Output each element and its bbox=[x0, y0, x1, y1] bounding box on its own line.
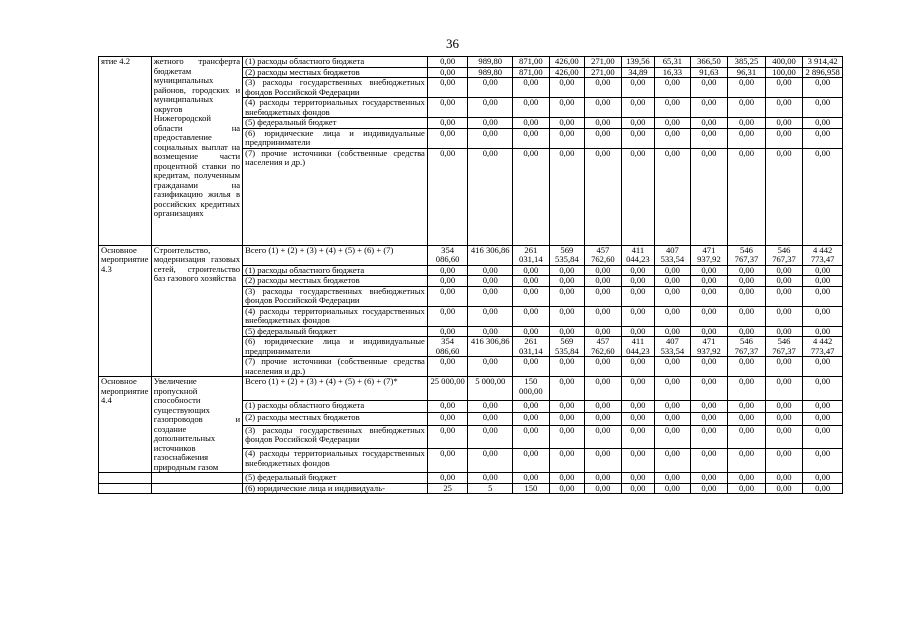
value-cell: 0,00 bbox=[728, 326, 766, 337]
value-cell: 0,00 bbox=[621, 357, 654, 377]
value-cell: 0,00 bbox=[803, 128, 843, 148]
value-cell: 0,00 bbox=[549, 357, 585, 377]
value-cell: 0,00 bbox=[728, 276, 766, 287]
value-cell: 0,00 bbox=[803, 425, 843, 449]
value-cell: 261 031,14 bbox=[513, 337, 550, 357]
value-cell: 139,56 bbox=[621, 57, 654, 68]
value-cell: 0,00 bbox=[655, 473, 691, 484]
funding-source: (2) расходы местных бюджетов bbox=[243, 276, 428, 287]
value-cell: 0,00 bbox=[655, 483, 691, 494]
value-cell: 0,00 bbox=[803, 449, 843, 473]
value-cell: 0,00 bbox=[468, 78, 513, 98]
value-cell: 0,00 bbox=[585, 306, 622, 326]
value-cell: 0,00 bbox=[468, 98, 513, 118]
value-cell: 546 767,37 bbox=[728, 337, 766, 357]
value-cell: 0,00 bbox=[468, 265, 513, 276]
value-cell: 0,00 bbox=[621, 413, 654, 425]
funding-source: (5) федеральный бюджет bbox=[243, 473, 428, 484]
value-cell: 0,00 bbox=[655, 276, 691, 287]
value-cell: 0,00 bbox=[655, 425, 691, 449]
value-cell: 0,00 bbox=[728, 357, 766, 377]
value-cell: 0,00 bbox=[803, 326, 843, 337]
value-cell: 0,00 bbox=[803, 306, 843, 326]
value-cell: 0,00 bbox=[427, 413, 468, 425]
value-cell: 0,00 bbox=[690, 286, 728, 306]
value-cell: 546 767,37 bbox=[765, 337, 803, 357]
value-cell: 0,00 bbox=[728, 78, 766, 98]
value-cell: 0,00 bbox=[549, 473, 585, 484]
value-cell: 0,00 bbox=[621, 377, 654, 401]
value-cell: 0,00 bbox=[655, 377, 691, 401]
value-cell: 0,00 bbox=[549, 400, 585, 412]
funding-source: (5) федеральный бюджет bbox=[243, 118, 428, 129]
value-cell: 0,00 bbox=[621, 128, 654, 148]
value-cell: 3 914,42 bbox=[803, 57, 843, 68]
value-cell: 0,00 bbox=[655, 118, 691, 129]
funding-source: Всего (1) + (2) + (3) + (4) + (5) + (6) + (7)* bbox=[243, 377, 428, 401]
funding-source: (3) расходы государственных внебюджетных фондов Российской Федерации bbox=[243, 425, 428, 449]
value-cell: 0,00 bbox=[585, 483, 622, 494]
value-cell: 0,00 bbox=[655, 286, 691, 306]
value-cell: 0,00 bbox=[765, 98, 803, 118]
table-row bbox=[99, 377, 843, 401]
value-cell: 989,80 bbox=[468, 67, 513, 78]
value-cell: 0,00 bbox=[549, 265, 585, 276]
value-cell: 0,00 bbox=[513, 400, 550, 412]
value-cell: 0,00 bbox=[621, 118, 654, 129]
value-cell: 0,00 bbox=[468, 473, 513, 484]
measure-code: Основное мероприятие 4.3 bbox=[99, 245, 152, 377]
value-cell: 0,00 bbox=[468, 425, 513, 449]
value-cell: 0,00 bbox=[803, 118, 843, 129]
measure-name: жетного трансферта бюджетам муниципальных районов, городских и муниципальных округов Нижегородской области на предоставление социальных выплат на возмещение части процентной ставки по кредитам, полученным гражданами на газификацию жилья в российских кредитных организациях bbox=[151, 57, 242, 246]
value-cell: 0,00 bbox=[513, 326, 550, 337]
value-cell: 0,00 bbox=[513, 413, 550, 425]
measure-name-empty bbox=[151, 483, 242, 494]
value-cell: 0,00 bbox=[549, 78, 585, 98]
value-cell: 569 535,84 bbox=[549, 245, 585, 265]
value-cell: 0,00 bbox=[690, 306, 728, 326]
value-cell: 426,00 bbox=[549, 67, 585, 78]
value-cell: 0,00 bbox=[803, 357, 843, 377]
value-cell: 0,00 bbox=[803, 148, 843, 245]
table-row bbox=[99, 483, 843, 494]
value-cell: 0,00 bbox=[427, 473, 468, 484]
value-cell: 0,00 bbox=[728, 98, 766, 118]
value-cell: 0,00 bbox=[803, 276, 843, 287]
value-cell: 0,00 bbox=[427, 128, 468, 148]
value-cell: 0,00 bbox=[468, 276, 513, 287]
value-cell: 354 086,60 bbox=[427, 245, 468, 265]
value-cell: 0,00 bbox=[803, 483, 843, 494]
value-cell: 0,00 bbox=[468, 306, 513, 326]
value-cell: 0,00 bbox=[728, 128, 766, 148]
value-cell: 0,00 bbox=[513, 265, 550, 276]
value-cell: 0,00 bbox=[690, 473, 728, 484]
value-cell: 471 937,92 bbox=[690, 245, 728, 265]
funding-source: (3) расходы государственных внебюджетных фондов Российской Федерации bbox=[243, 286, 428, 306]
value-cell: 416 306,86 bbox=[468, 337, 513, 357]
value-cell: 457 762,60 bbox=[585, 337, 622, 357]
value-cell: 0,00 bbox=[655, 78, 691, 98]
value-cell: 569 535,84 bbox=[549, 337, 585, 357]
value-cell: 150 bbox=[513, 483, 550, 494]
value-cell: 34,89 bbox=[621, 67, 654, 78]
value-cell: 0,00 bbox=[765, 449, 803, 473]
value-cell: 271,00 bbox=[585, 67, 622, 78]
value-cell: 0,00 bbox=[690, 377, 728, 401]
value-cell: 0,00 bbox=[765, 473, 803, 484]
value-cell: 0,00 bbox=[468, 357, 513, 377]
value-cell: 0,00 bbox=[655, 400, 691, 412]
value-cell: 0,00 bbox=[803, 265, 843, 276]
value-cell: 0,00 bbox=[765, 357, 803, 377]
value-cell: 871,00 bbox=[513, 67, 550, 78]
value-cell: 0,00 bbox=[765, 276, 803, 287]
value-cell: 0,00 bbox=[427, 148, 468, 245]
value-cell: 0,00 bbox=[765, 483, 803, 494]
measure-name: Строительство, модернизация газовых сетей, строительство баз газового хозяйства bbox=[151, 245, 242, 377]
value-cell: 0,00 bbox=[585, 413, 622, 425]
value-cell: 0,00 bbox=[655, 128, 691, 148]
value-cell: 0,00 bbox=[585, 98, 622, 118]
value-cell: 0,00 bbox=[549, 425, 585, 449]
value-cell: 989,80 bbox=[468, 57, 513, 68]
value-cell: 0,00 bbox=[621, 473, 654, 484]
value-cell: 16,33 bbox=[655, 67, 691, 78]
value-cell: 0,00 bbox=[427, 276, 468, 287]
value-cell: 546 767,37 bbox=[765, 245, 803, 265]
value-cell: 0,00 bbox=[690, 413, 728, 425]
value-cell: 91,63 bbox=[690, 67, 728, 78]
value-cell: 416 306,86 bbox=[468, 245, 513, 265]
value-cell: 0,00 bbox=[690, 78, 728, 98]
value-cell: 150 000,00 bbox=[513, 377, 550, 401]
value-cell: 0,00 bbox=[585, 357, 622, 377]
value-cell: 0,00 bbox=[427, 306, 468, 326]
value-cell: 0,00 bbox=[690, 425, 728, 449]
value-cell: 0,00 bbox=[803, 286, 843, 306]
value-cell: 385,25 bbox=[728, 57, 766, 68]
value-cell: 0,00 bbox=[549, 377, 585, 401]
value-cell: 4 442 773,47 bbox=[803, 245, 843, 265]
value-cell: 0,00 bbox=[468, 449, 513, 473]
value-cell: 4 442 773,47 bbox=[803, 337, 843, 357]
value-cell: 0,00 bbox=[655, 148, 691, 245]
value-cell: 0,00 bbox=[427, 400, 468, 412]
value-cell: 0,00 bbox=[427, 57, 468, 68]
value-cell: 0,00 bbox=[803, 413, 843, 425]
funding-source: (7) прочие источники (собственные средства населения и др.) bbox=[243, 148, 428, 245]
value-cell: 25 000,00 bbox=[427, 377, 468, 401]
value-cell: 0,00 bbox=[690, 483, 728, 494]
value-cell: 0,00 bbox=[765, 413, 803, 425]
value-cell: 0,00 bbox=[513, 118, 550, 129]
value-cell: 0,00 bbox=[765, 306, 803, 326]
value-cell: 0,00 bbox=[728, 425, 766, 449]
value-cell: 0,00 bbox=[690, 276, 728, 287]
value-cell: 0,00 bbox=[513, 148, 550, 245]
funding-source: (4) расходы территориальных государственных внебюджетных фондов bbox=[243, 306, 428, 326]
value-cell: 0,00 bbox=[765, 377, 803, 401]
value-cell: 0,00 bbox=[655, 413, 691, 425]
value-cell: 0,00 bbox=[621, 98, 654, 118]
value-cell: 271,00 bbox=[585, 57, 622, 68]
value-cell: 457 762,60 bbox=[585, 245, 622, 265]
value-cell: 0,00 bbox=[655, 265, 691, 276]
value-cell: 0,00 bbox=[690, 326, 728, 337]
value-cell: 0,00 bbox=[690, 265, 728, 276]
value-cell: 0,00 bbox=[655, 357, 691, 377]
value-cell: 0,00 bbox=[427, 326, 468, 337]
value-cell: 0,00 bbox=[728, 377, 766, 401]
value-cell: 407 533,54 bbox=[655, 337, 691, 357]
measure-code: Основное мероприятие 4.4 bbox=[99, 377, 152, 473]
measure-code-empty bbox=[99, 483, 152, 494]
value-cell: 0,00 bbox=[513, 128, 550, 148]
value-cell: 0,00 bbox=[513, 286, 550, 306]
value-cell: 0,00 bbox=[765, 286, 803, 306]
value-cell: 0,00 bbox=[585, 78, 622, 98]
value-cell: 0,00 bbox=[655, 326, 691, 337]
value-cell: 0,00 bbox=[468, 400, 513, 412]
value-cell: 0,00 bbox=[803, 377, 843, 401]
value-cell: 0,00 bbox=[803, 400, 843, 412]
value-cell: 354 086,60 bbox=[427, 337, 468, 357]
value-cell: 0,00 bbox=[549, 413, 585, 425]
value-cell: 0,00 bbox=[621, 483, 654, 494]
value-cell: 0,00 bbox=[621, 78, 654, 98]
value-cell: 0,00 bbox=[621, 326, 654, 337]
value-cell: 0,00 bbox=[513, 276, 550, 287]
value-cell: 96,31 bbox=[728, 67, 766, 78]
funding-source: (7) прочие источники (собственные средства населения и др.) bbox=[243, 357, 428, 377]
value-cell: 0,00 bbox=[513, 425, 550, 449]
value-cell: 0,00 bbox=[513, 449, 550, 473]
value-cell: 0,00 bbox=[621, 306, 654, 326]
value-cell: 0,00 bbox=[585, 473, 622, 484]
budget-table bbox=[98, 56, 843, 494]
value-cell: 0,00 bbox=[585, 425, 622, 449]
value-cell: 261 031,14 bbox=[513, 245, 550, 265]
funding-source: (2) расходы местных бюджетов bbox=[243, 413, 428, 425]
funding-source: (6) юридические лица и индивидуальные предприниматели bbox=[243, 128, 428, 148]
value-cell: 0,00 bbox=[585, 449, 622, 473]
value-cell: 0,00 bbox=[765, 128, 803, 148]
funding-source: (5) федеральный бюджет bbox=[243, 326, 428, 337]
value-cell: 0,00 bbox=[585, 400, 622, 412]
value-cell: 0,00 bbox=[549, 276, 585, 287]
value-cell: 0,00 bbox=[728, 306, 766, 326]
measure-code: ятие 4.2 bbox=[99, 57, 152, 246]
value-cell: 0,00 bbox=[765, 400, 803, 412]
funding-source: (1) расходы областного бюджета bbox=[243, 57, 428, 68]
value-cell: 0,00 bbox=[765, 78, 803, 98]
value-cell: 0,00 bbox=[621, 449, 654, 473]
value-cell: 0,00 bbox=[585, 377, 622, 401]
value-cell: 0,00 bbox=[655, 306, 691, 326]
value-cell: 0,00 bbox=[803, 98, 843, 118]
value-cell: 0,00 bbox=[803, 78, 843, 98]
page-number: 36 bbox=[446, 36, 459, 51]
value-cell: 0,00 bbox=[585, 326, 622, 337]
value-cell: 0,00 bbox=[585, 118, 622, 129]
value-cell: 0,00 bbox=[621, 425, 654, 449]
value-cell: 0,00 bbox=[765, 118, 803, 129]
value-cell: 0,00 bbox=[621, 148, 654, 245]
value-cell: 0,00 bbox=[728, 483, 766, 494]
value-cell: 0,00 bbox=[621, 265, 654, 276]
value-cell: 0,00 bbox=[690, 400, 728, 412]
value-cell: 0,00 bbox=[468, 128, 513, 148]
value-cell: 0,00 bbox=[728, 265, 766, 276]
value-cell: 0,00 bbox=[765, 326, 803, 337]
value-cell: 0,00 bbox=[549, 148, 585, 245]
value-cell: 0,00 bbox=[549, 306, 585, 326]
funding-source: (6) юридические лица и индивидуальные предприниматели bbox=[243, 337, 428, 357]
value-cell: 0,00 bbox=[513, 357, 550, 377]
value-cell: 0,00 bbox=[468, 326, 513, 337]
value-cell: 400,00 bbox=[765, 57, 803, 68]
value-cell: 0,00 bbox=[765, 425, 803, 449]
value-cell: 0,00 bbox=[549, 326, 585, 337]
funding-source: (3) расходы государственных внебюджетных фондов Российской Федерации bbox=[243, 78, 428, 98]
funding-source: (4) расходы территориальных государственных внебюджетных фондов bbox=[243, 449, 428, 473]
value-cell: 0,00 bbox=[690, 128, 728, 148]
value-cell: 0,00 bbox=[728, 148, 766, 245]
value-cell: 0,00 bbox=[549, 98, 585, 118]
value-cell: 0,00 bbox=[427, 449, 468, 473]
value-cell: 5 bbox=[468, 483, 513, 494]
value-cell: 871,00 bbox=[513, 57, 550, 68]
value-cell: 0,00 bbox=[549, 128, 585, 148]
value-cell: 0,00 bbox=[468, 148, 513, 245]
value-cell: 0,00 bbox=[513, 78, 550, 98]
table-body bbox=[99, 57, 843, 494]
value-cell: 0,00 bbox=[690, 148, 728, 245]
value-cell: 0,00 bbox=[728, 413, 766, 425]
value-cell: 0,00 bbox=[803, 473, 843, 484]
funding-source: (1) расходы областного бюджета bbox=[243, 265, 428, 276]
measure-name: Увеличение пропускной способности существующих газопроводов и создание дополнительных источников газоснабжения природным газом bbox=[151, 377, 242, 473]
value-cell: 0,00 bbox=[427, 78, 468, 98]
value-cell: 2 896,958 bbox=[803, 67, 843, 78]
value-cell: 65,31 bbox=[655, 57, 691, 68]
value-cell: 0,00 bbox=[655, 449, 691, 473]
value-cell: 0,00 bbox=[728, 286, 766, 306]
value-cell: 0,00 bbox=[427, 286, 468, 306]
value-cell: 411 044,23 bbox=[621, 337, 654, 357]
value-cell: 0,00 bbox=[427, 265, 468, 276]
value-cell: 426,00 bbox=[549, 57, 585, 68]
value-cell: 0,00 bbox=[690, 357, 728, 377]
funding-source: (2) расходы местных бюджетов bbox=[243, 67, 428, 78]
value-cell: 5 000,00 bbox=[468, 377, 513, 401]
value-cell: 0,00 bbox=[468, 118, 513, 129]
table-row bbox=[99, 473, 843, 484]
value-cell: 0,00 bbox=[585, 286, 622, 306]
value-cell: 0,00 bbox=[765, 265, 803, 276]
value-cell: 0,00 bbox=[513, 98, 550, 118]
value-cell: 0,00 bbox=[427, 425, 468, 449]
funding-source: Всего (1) + (2) + (3) + (4) + (5) + (6) + (7) bbox=[243, 245, 428, 265]
value-cell: 0,00 bbox=[585, 148, 622, 245]
value-cell: 366,50 bbox=[690, 57, 728, 68]
value-cell: 0,00 bbox=[728, 449, 766, 473]
table-row bbox=[99, 57, 843, 68]
table-row bbox=[99, 245, 843, 265]
funding-source: (1) расходы областного бюджета bbox=[243, 400, 428, 412]
value-cell: 546 767,37 bbox=[728, 245, 766, 265]
measure-name-empty bbox=[151, 473, 242, 484]
value-cell: 0,00 bbox=[690, 118, 728, 129]
value-cell: 0,00 bbox=[728, 118, 766, 129]
value-cell: 0,00 bbox=[468, 286, 513, 306]
value-cell: 0,00 bbox=[621, 286, 654, 306]
value-cell: 411 044,23 bbox=[621, 245, 654, 265]
value-cell: 0,00 bbox=[427, 357, 468, 377]
value-cell: 0,00 bbox=[728, 473, 766, 484]
value-cell: 0,00 bbox=[728, 400, 766, 412]
value-cell: 0,00 bbox=[549, 286, 585, 306]
value-cell: 25 bbox=[427, 483, 468, 494]
value-cell: 0,00 bbox=[655, 98, 691, 118]
value-cell: 0,00 bbox=[468, 413, 513, 425]
value-cell: 0,00 bbox=[513, 473, 550, 484]
value-cell: 0,00 bbox=[621, 400, 654, 412]
measure-code-empty bbox=[99, 473, 152, 484]
funding-source: (4) расходы территориальных государственных внебюджетных фондов bbox=[243, 98, 428, 118]
value-cell: 471 937,92 bbox=[690, 337, 728, 357]
value-cell: 0,00 bbox=[765, 148, 803, 245]
value-cell: 407 533,54 bbox=[655, 245, 691, 265]
value-cell: 100,00 bbox=[765, 67, 803, 78]
value-cell: 0,00 bbox=[585, 265, 622, 276]
value-cell: 0,00 bbox=[513, 306, 550, 326]
value-cell: 0,00 bbox=[549, 483, 585, 494]
value-cell: 0,00 bbox=[549, 118, 585, 129]
value-cell: 0,00 bbox=[585, 128, 622, 148]
value-cell: 0,00 bbox=[427, 118, 468, 129]
value-cell: 0,00 bbox=[427, 67, 468, 78]
value-cell: 0,00 bbox=[621, 276, 654, 287]
value-cell: 0,00 bbox=[690, 449, 728, 473]
funding-source: (6) юридические лица и индивидуаль- bbox=[243, 483, 428, 494]
value-cell: 0,00 bbox=[427, 98, 468, 118]
value-cell: 0,00 bbox=[690, 98, 728, 118]
value-cell: 0,00 bbox=[585, 276, 622, 287]
value-cell: 0,00 bbox=[549, 449, 585, 473]
